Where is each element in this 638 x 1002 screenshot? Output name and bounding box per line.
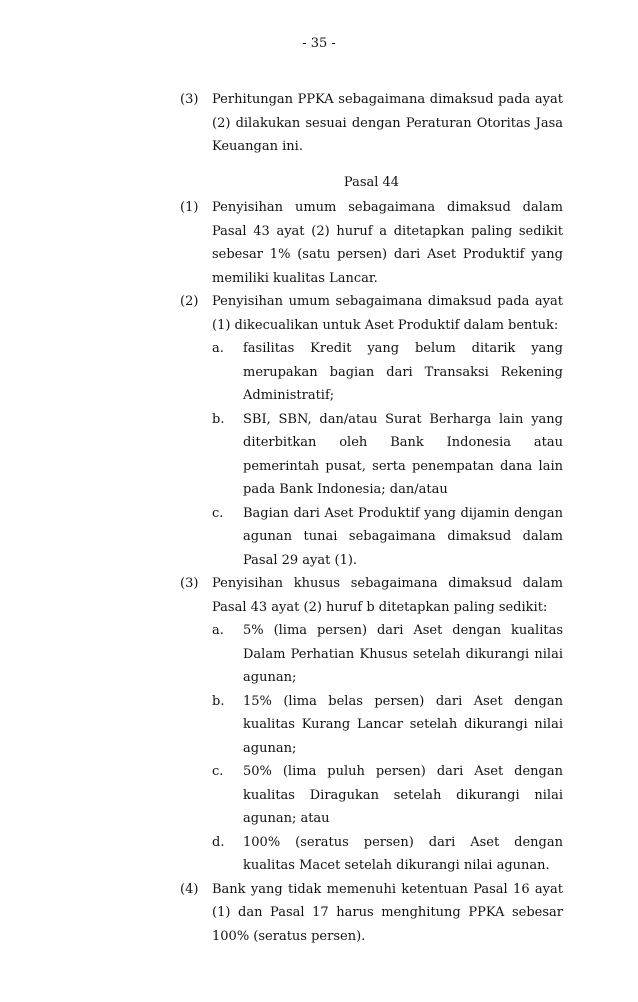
paragraph-text: Bank yang tidak memenuhi ketentuan Pasal 16 ayat (1) dan Pasal 17 harus menghitung PPKA sebesar 100% (seratus persen).: [212, 881, 563, 944]
list-item: [212, 831, 563, 878]
paragraph-text: Penyisihan umum sebagaimana dimaksud dalam Pasal 43 ayat (2) huruf a ditetapkan paling sedikit sebesar 1% (satu persen) dari Aset Produktif yang memiliki kualitas Lancar.: [212, 200, 563, 286]
item-text: 100% (seratus persen) dari Aset dengan kualitas Macet setelah dikurangi nilai agunan.: [243, 834, 563, 873]
item-text: Bagian dari Aset Produktif yang dijamin dengan agunan tunai sebagaimana dimaksud dalam Pasal 29 ayat (1).: [243, 505, 563, 568]
paragraph-number: (3): [180, 576, 199, 591]
item-letter: b.: [212, 411, 225, 427]
item-text: fasilitas Kredit yang belum ditarik yang merupakan bagian dari Transaksi Rekening Administratif;: [243, 341, 563, 403]
paragraph-text: Penyisihan khusus sebagaimana dimaksud dalam Pasal 43 ayat (2) huruf b ditetapkan paling sedikit:: [212, 576, 563, 615]
paragraph-1: [180, 196, 563, 290]
item-letter: c.: [212, 505, 224, 521]
item-text: 5% (lima persen) dari Aset dengan kualitas Dalam Perhatian Khusus setelah dikurangi nilai agunan;: [243, 623, 563, 685]
paragraph-3-prev: [180, 88, 563, 159]
paragraph-2: [180, 290, 563, 572]
item-letter: c.: [212, 764, 224, 779]
paragraph-text: Perhitungan PPKA sebagaimana dimaksud pada ayat (2) dilakukan sesuai dengan Peraturan Otoritas Jasa Keuangan ini.: [212, 92, 563, 154]
item-text: SBI, SBN, dan/atau Surat Berharga lain yang diterbitkan oleh Bank Indonesia atau pemerintah pusat, serta penempatan dana lain pada Bank Indonesia; dan/atau: [243, 411, 563, 497]
item-text: 15% (lima belas persen) dari Aset dengan kualitas Kurang Lancar setelah dikurangi nilai agunan;: [243, 693, 563, 756]
list-item: [212, 760, 563, 831]
item-letter: d.: [212, 834, 225, 850]
document-body: [180, 88, 563, 948]
paragraph-number: (3): [180, 92, 199, 107]
item-letter: b.: [212, 693, 225, 709]
item-text: 50% (lima puluh persen) dari Aset dengan kualitas Diragukan setelah dikurangi nilai agunan; atau: [243, 764, 563, 826]
list-item: [212, 502, 563, 573]
article-heading: Pasal 44: [343, 174, 400, 190]
page-number: - 35 -: [302, 36, 336, 51]
paragraph-number: (2): [180, 294, 199, 309]
paragraph-number: (4): [180, 881, 199, 897]
item-list: [212, 337, 563, 572]
list-item: [212, 337, 563, 408]
list-item: [212, 690, 563, 761]
paragraph-number: (1): [180, 200, 199, 215]
item-letter: a.: [212, 341, 224, 356]
paragraph-4: [180, 878, 563, 949]
paragraph-3: [180, 572, 563, 878]
paragraph-text: Penyisihan umum sebagaimana dimaksud pada ayat (1) dikecualikan untuk Aset Produktif dalam bentuk:: [212, 294, 563, 333]
list-item: [212, 619, 563, 690]
list-item: [212, 408, 563, 502]
item-list: [212, 619, 563, 878]
item-letter: a.: [212, 623, 224, 638]
